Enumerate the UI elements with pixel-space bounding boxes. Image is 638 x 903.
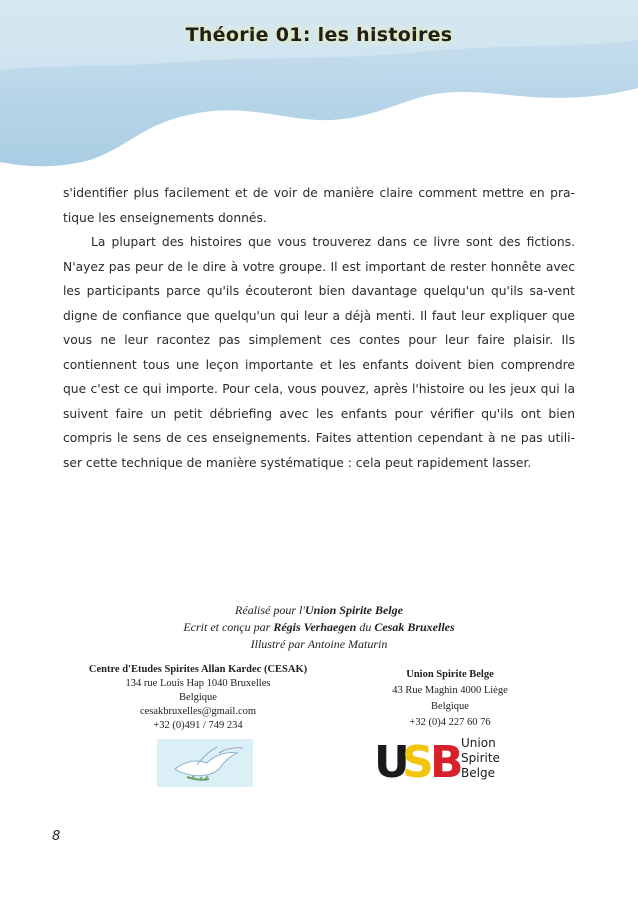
page-number: 8 [52,829,61,844]
usb-country: Belgique [431,701,469,712]
cesak-country: Belgique [179,692,217,703]
cesak-name: Centre d'Etudes Spirites Allan Kardec (CESAK) [88,664,308,675]
usb-logo-letter-s: S [402,737,434,788]
usb-address [350,667,550,731]
paragraph-fictions: La plupart des histoires que vous trouverez dans ce livre sont des fictions. N'ayez pas peur de le dire à votre groupe. Il est important de rester honnête avec les participants parce qu'ils écouteront bien davantage quelqu'un qu'ils sa-vent digne de confiance que quelqu'un qui leur a déjà menti. Il faut leur expliquer que vous ne leur racontez pas simplement ces contes pour leur faire plaisir. Ils contiennent tous une leçon importante et les enfants doivent bien comprendre que c'est ce qui importe. Pour cela, vous pouvez, après l'histoire ou les jeux qui la suivent faire un petit débriefing avec les enfants pour vérifier qu'ils ont bien compris le sens de ces enseignements. Faites attention cependant à ne pas utili-ser cette technique de manière systématique : cela peut rapidement lasser. [63,235,575,470]
cesak-email: cesakbruxelles@gmail.com [139,706,257,717]
credits-line-illustre: Illustré par Antoine Maturin [250,637,388,651]
cesak-phone: +32 (0)491 / 749 234 [153,720,243,731]
usb-logo [372,733,500,788]
usb-logo-word-2: Spirite [461,751,500,765]
credits-line-ecrit: Ecrit et conçu par Régis Verhaegen du Cesak Bruxelles [183,620,455,634]
paragraph-continuation: s'identifier plus facilement et de voir de manière claire comment mettre en pra-tique les enseignements donnés. [63,186,575,225]
usb-street: 43 Rue Maghin 4000 Liège [392,685,508,696]
cesak-street: 134 rue Louis Hap 1040 Bruxelles [125,678,271,689]
page-title: Théorie 01: les histoires [185,24,453,46]
credits-line-realise: Réalisé pour l'Union Spirite Belge [235,603,403,617]
usb-phone: +32 (0)4 227 60 76 [409,717,491,728]
usb-logo-word-1: Union [461,736,496,750]
cesak-address [70,663,326,733]
usb-logo-letter-u: U [374,737,410,788]
usb-logo-letter-b: B [430,737,464,788]
cesak-logo [157,739,253,787]
credits-block [0,602,638,653]
usb-logo-word-3: Belge [461,766,495,780]
body-text [63,181,575,475]
dove-icon [157,739,253,787]
usb-name: Union Spirite Belge [406,669,494,680]
